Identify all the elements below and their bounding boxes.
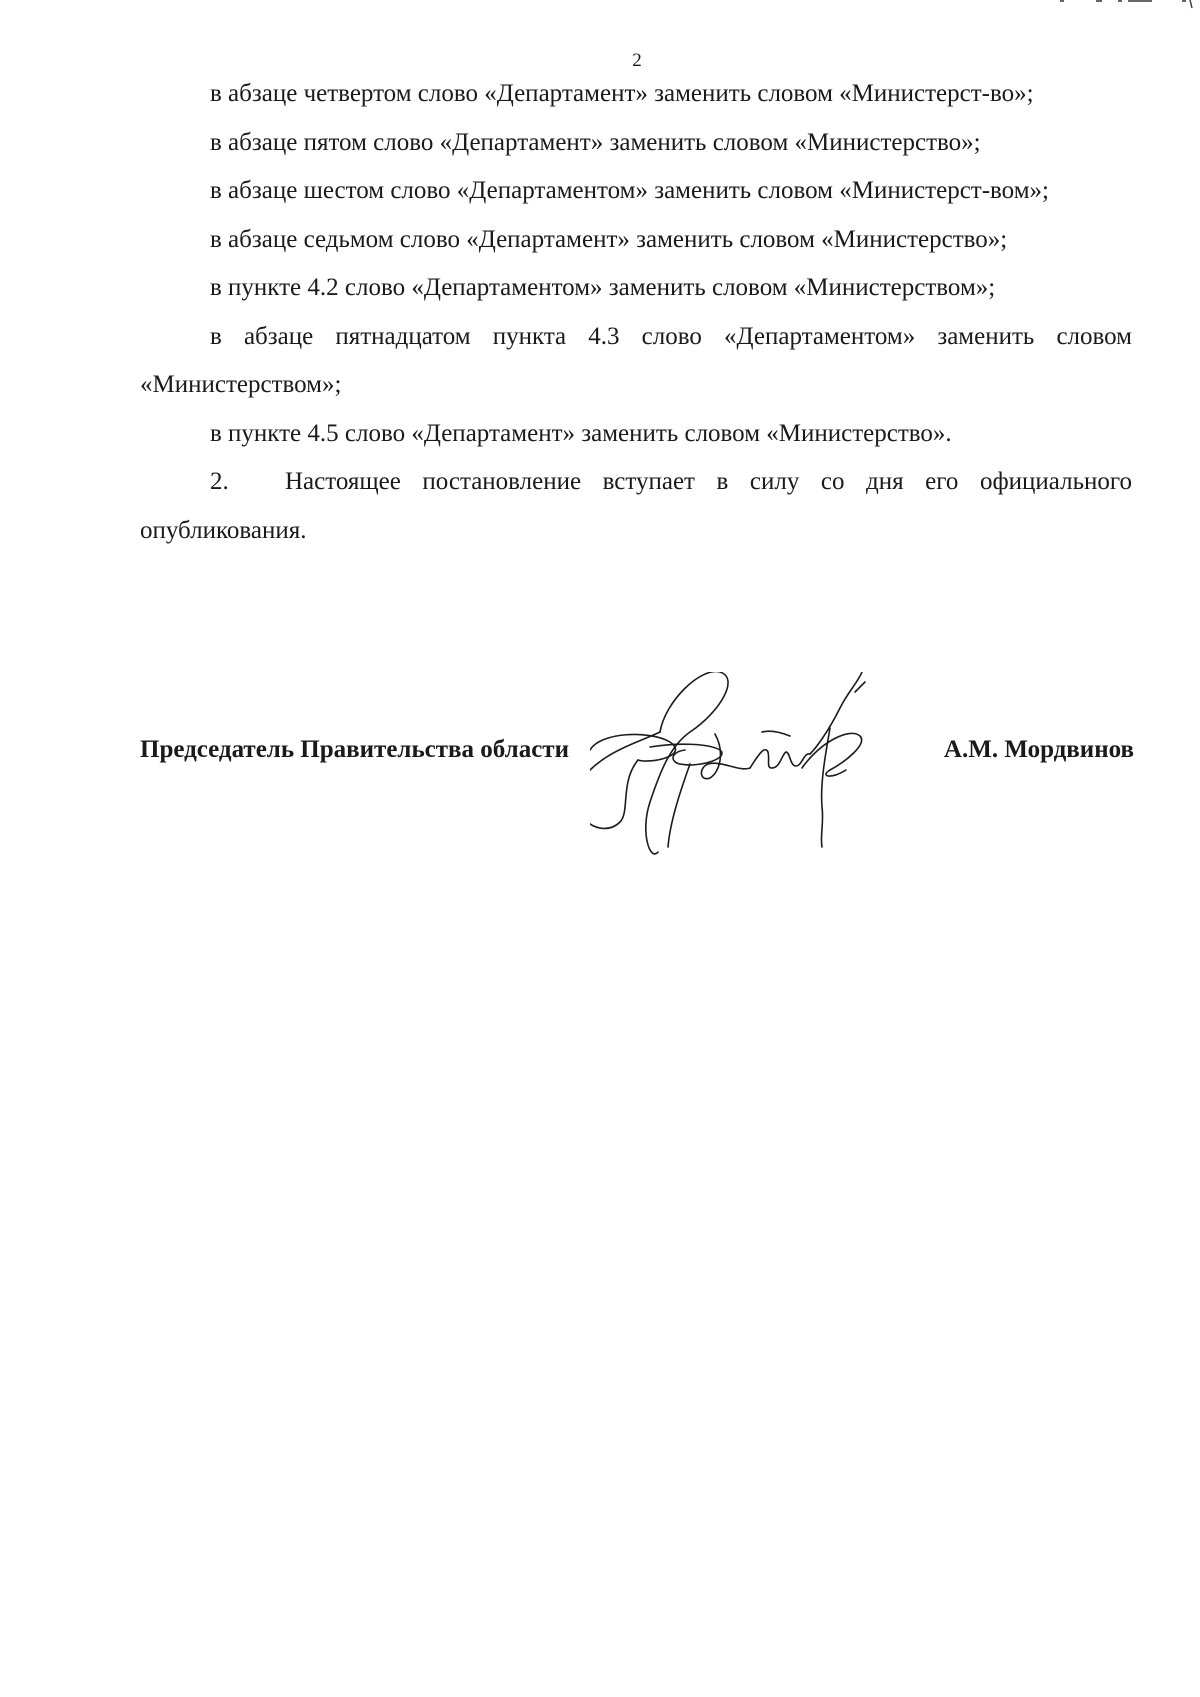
paragraph-5: в пункте 4.2 слово «Департаментом» заменить словом «Министерством»; bbox=[210, 274, 996, 301]
paragraph-3: в абзаце шестом слово «Департаментом» заменить словом «Министерст-вом»; bbox=[210, 177, 1049, 204]
handwritten-signature bbox=[590, 672, 950, 872]
signatory-name: А.М. Мордвинов bbox=[943, 736, 1134, 763]
item-number: 2. bbox=[210, 468, 229, 495]
item-text: Настоящее постановление вступает в силу со дня его официального опубликования. bbox=[140, 468, 1132, 544]
corner-scan-mark bbox=[1040, 0, 1200, 14]
page-number: 2 bbox=[632, 50, 642, 71]
signatory-position: Председатель Правительства области bbox=[140, 736, 569, 763]
paragraph-2: в абзаце пятом слово «Департамент» заменить словом «Министерство»; bbox=[210, 128, 981, 156]
document-body bbox=[140, 70, 1132, 555]
paragraph-1: в абзаце четвертом слово «Департамент» заменить словом «Министерст-во»; bbox=[210, 80, 1034, 107]
paragraph-7: в пункте 4.5 слово «Департамент» заменить словом «Министерство». bbox=[210, 419, 952, 447]
paragraph-4: в абзаце седьмом слово «Департамент» заменить словом «Министерство»; bbox=[210, 225, 1008, 253]
numbered-item-2 bbox=[140, 458, 1132, 555]
paragraph-6: в абзаце пятнадцатом пункта 4.3 слово «Департаментом» заменить словом «Министерством»; bbox=[140, 322, 1132, 398]
